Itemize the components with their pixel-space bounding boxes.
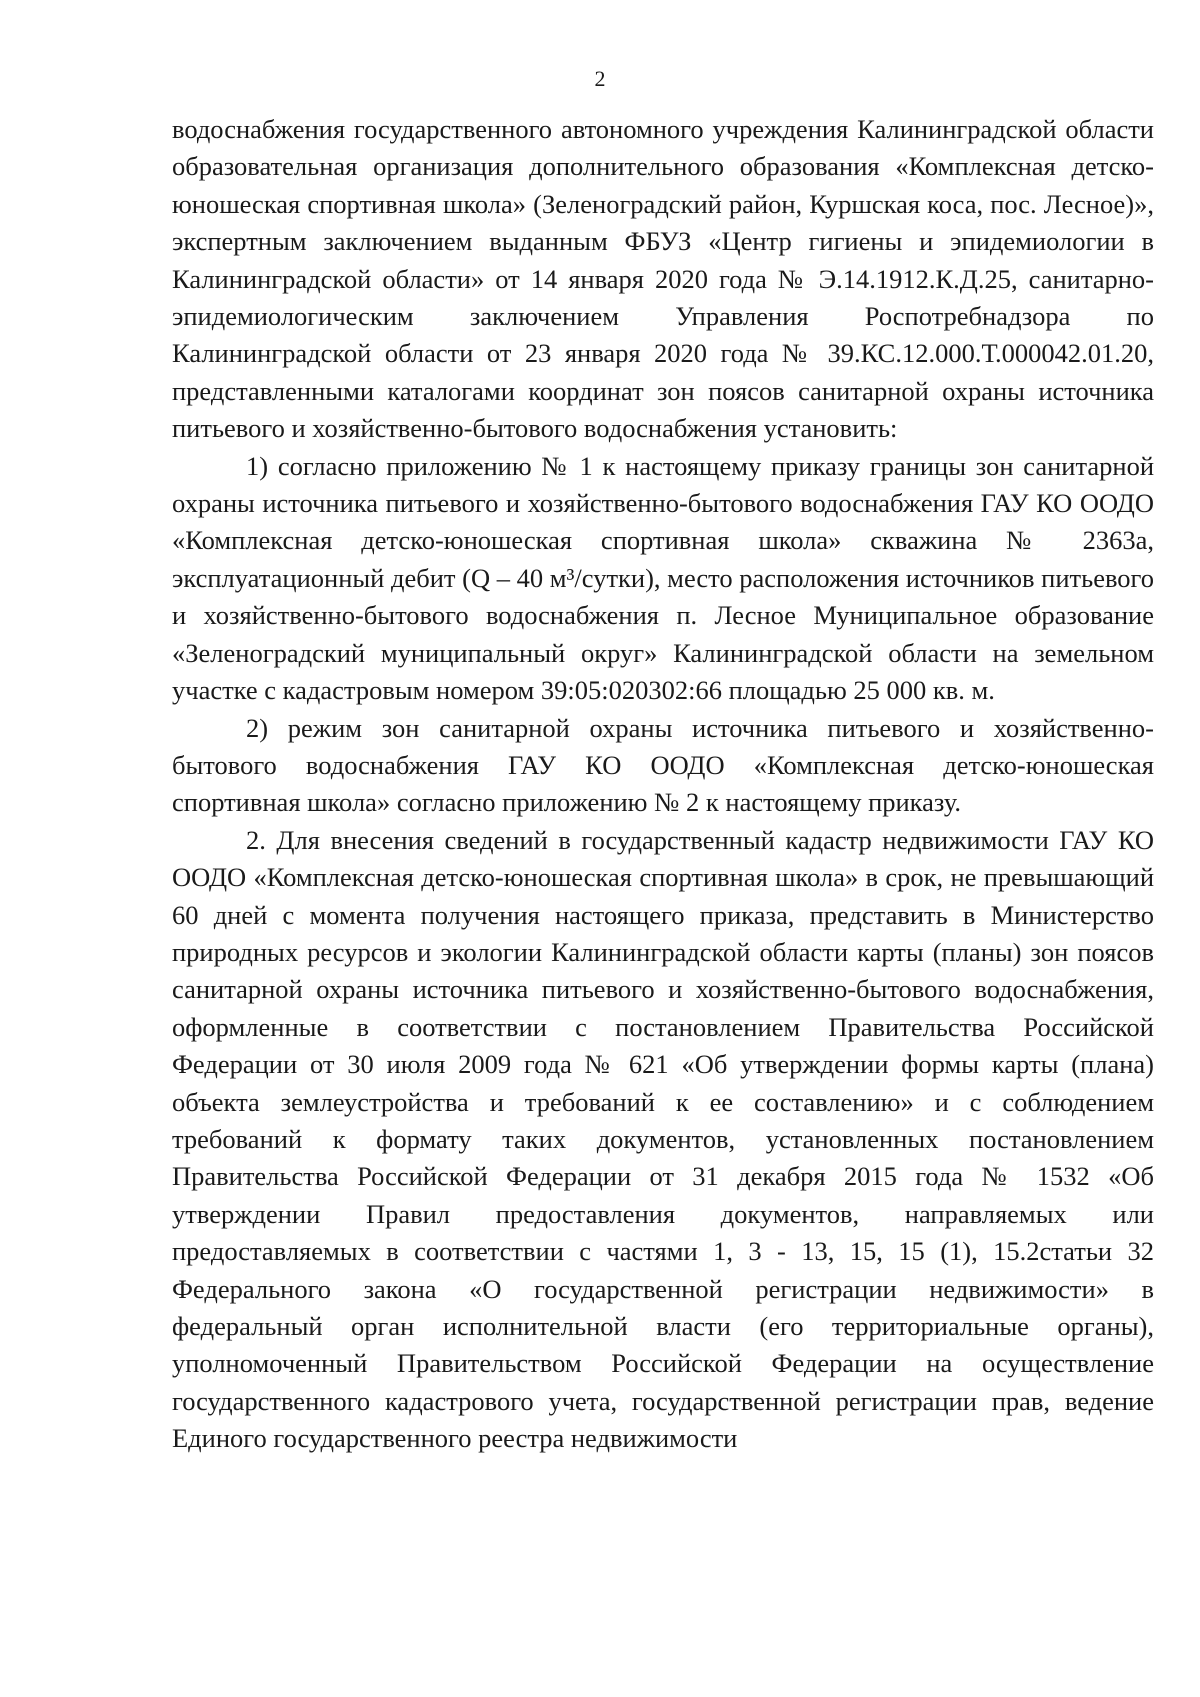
- paragraph-item-2: 2) режим зон санитарной охраны источника питьевого и хозяйственно-бытового водоснабжения ГАУ КО ООДО «Комплексная детско-юношеская спортивная школа» согласно приложению № 2 к настоящему приказу.: [172, 712, 1154, 818]
- document-body: [172, 111, 1154, 1458]
- paragraph-clause-2: 2. Для внесения сведений в государственный кадастр недвижимости ГАУ КО ООДО «Комплексная детско-юношеская спортивная школа» в срок, не превышающий 60 дней с момента получения настоящего приказа, представить в Министерство природных ресурсов и экологии Калининградской области карты (планы) зон поясов санитарной охраны источника питьевого и хозяйственно-бытового водоснабжения, оформленные в соответствии с постановлением Правительства Российской Федерации от 30 июля 2009 года № 621 «Об утверждении формы карты (плана) объекта землеустройства и требований к ее составлению» и с соблюдением требований к формату таких документов, установленных постановлением Правительства Российской Федерации от 31 декабря 2015 года № 1532 «Об утверждении Правил предоставления документов, направляемых или предоставляемых в соответствии с частями 1, 3 - 13, 15, 15 (1), 15.2статьи 32 Федерального закона «О государственной регистрации недвижимости» в федеральный орган исполнительной власти (его территориальные органы), уполномоченный Правительством Российской Федерации на осуществление государственного кадастрового учета, государственной регистрации прав, ведение Единого государственного реестра недвижимости: [172, 824, 1154, 1454]
- paragraph-intro: водоснабжения государственного автономного учреждения Калининградской области образовательная организация дополнительного образования «Комплексная детско-юношеская спортивная школа» (Зеленоградский район, Куршская коса, пос. Лесное)», экспертным заключением выданным ФБУЗ «Центр гигиены и эпидемиологии в Калининградской области» от 14 января 2020 года № Э.14.1912.К.Д.25, санитарно-эпидемиологическим заключением Управления Роспотребнадзора по Калининградской области от 23 января 2020 года № 39.КС.12.000.Т.000042.01.20, представленными каталогами координат зон поясов санитарной охраны источника питьевого и хозяйственно-бытового водоснабжения установить:: [172, 114, 1154, 444]
- page-number: 2: [594, 66, 606, 91]
- paragraph-item-1: 1) согласно приложению № 1 к настоящему приказу границы зон санитарной охраны источника питьевого и хозяйственно-бытового водоснабжения ГАУ КО ООДО «Комплексная детско-юношеская спортивная школа» скважина № 2363а, эксплуатационный дебит (Q – 40 м³/сутки), место расположения источников питьевого и хозяйственно-бытового водоснабжения п. Лесное Муниципальное образование «Зеленоградский муниципальный округ» Калининградской области на земельном участке с кадастровым номером 39:05:020302:66 площадью 25 000 кв. м.: [172, 450, 1154, 706]
